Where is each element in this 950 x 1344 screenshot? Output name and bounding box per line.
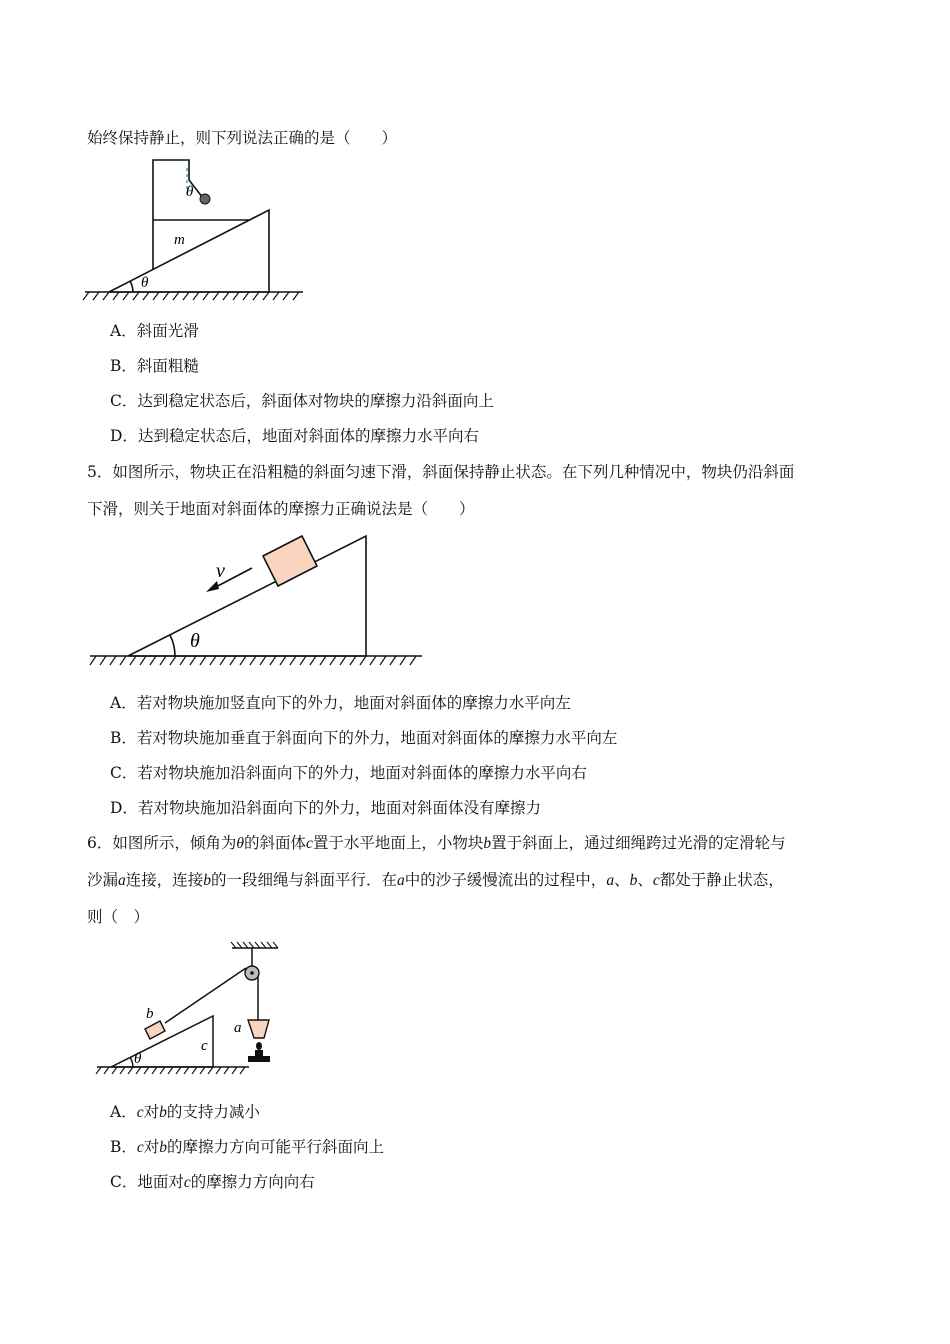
q5-line-2: 下滑，则关于地面对斜面体的摩擦力正确说法是（ ） — [87, 500, 475, 518]
q4-theta-top: θ — [186, 184, 194, 200]
q4-figure — [85, 158, 305, 303]
q5-line-1: 5．如图所示，物块正在沿粗糙的斜面匀速下滑，斜面保持静止状态。在下列几种情况中，物块仍沿斜面 — [87, 463, 795, 481]
q4-option-b: B．斜面粗糙 — [110, 357, 199, 375]
q5-velocity-arrowhead — [206, 581, 219, 592]
q6-sand-drop — [256, 1042, 262, 1050]
q6-pulley-axle — [250, 971, 254, 975]
q6-line-2: 沙漏a连接，连接b的一段细绳与斜面平行．在a中的沙子缓慢流出的过程中，a、b、c都处于静止状态， — [87, 871, 784, 889]
q4-option-a: A．斜面光滑 — [110, 322, 199, 340]
q4-pendulum-ball — [200, 194, 210, 204]
q4-stem-tail: 始终保持静止，则下列说法正确的是（ ） — [87, 129, 398, 147]
q5-theta-label: θ — [190, 630, 200, 652]
q5-option-d: D．若对物块施加沿斜面向下的外力，地面对斜面体没有摩擦力 — [110, 799, 541, 817]
q5-option-a: A．若对物块施加竖直向下的外力，地面对斜面体的摩擦力水平向左 — [110, 694, 571, 712]
q4-option-d: D．达到稳定状态后，地面对斜面体的摩擦力水平向右 — [110, 427, 479, 445]
q5-v-label: v — [216, 560, 225, 582]
q5-option-c: C．若对物块施加沿斜面向下的外力，地面对斜面体的摩擦力水平向右 — [110, 764, 587, 782]
q6-option-c: C．地面对c的摩擦力方向向右 — [110, 1173, 315, 1191]
q4-mass-label: m — [174, 232, 185, 248]
q6-option-a: A．c对b的支持力减小 — [110, 1103, 260, 1121]
q5-option-b: B．若对物块施加垂直于斜面向下的外力，地面对斜面体的摩擦力水平向左 — [110, 729, 618, 747]
q6-c-label: c — [201, 1038, 208, 1054]
q6-line-3: 则（ ） — [87, 908, 150, 926]
q6-a-label: a — [234, 1020, 242, 1036]
q6-hourglass-a — [248, 1020, 269, 1038]
q4-theta-bottom: θ — [141, 275, 149, 291]
q6-b-label: b — [146, 1006, 154, 1022]
q6-sand-pile — [255, 1050, 263, 1056]
q6-block-b — [145, 1021, 165, 1039]
q6-sand-base — [248, 1056, 270, 1062]
q6-figure — [95, 940, 285, 1080]
q5-block — [263, 536, 317, 586]
q5-figure — [90, 530, 425, 670]
q4-option-c: C．达到稳定状态后，斜面体对物块的摩擦力沿斜面向上 — [110, 392, 494, 410]
q6-line-1: 6．如图所示，倾角为θ的斜面体c置于水平地面上，小物块b置于斜面上，通过细绳跨过光滑的定滑轮与 — [87, 834, 786, 852]
q6-option-b: B．c对b的摩擦力方向可能平行斜面向上 — [110, 1138, 385, 1156]
q6-theta-label: θ — [134, 1051, 142, 1067]
